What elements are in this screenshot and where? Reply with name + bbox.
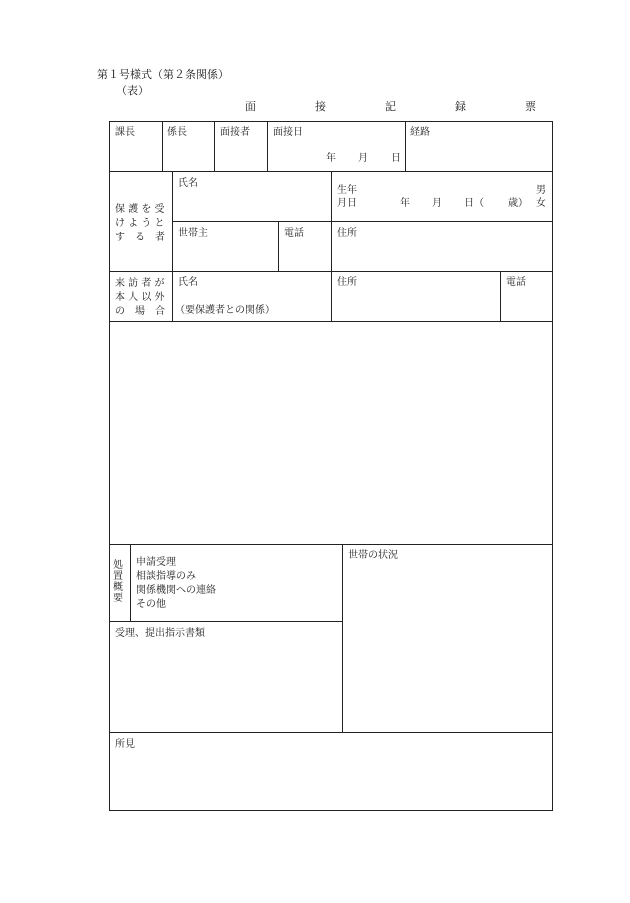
option-consultation-only: 相談指導のみ xyxy=(136,571,196,582)
divider xyxy=(172,221,553,222)
year-label: 年 xyxy=(326,153,336,164)
applicant-address-label: 住所 xyxy=(337,228,357,239)
option-agency-contact: 関係機関への連絡 xyxy=(136,585,216,596)
divider xyxy=(405,121,406,171)
visitor-name-label: 氏名 xyxy=(178,277,198,288)
option-application-accepted: 申請受理 xyxy=(136,557,176,568)
option-other: その他 xyxy=(136,599,166,610)
section-chief-label: 課長 xyxy=(115,127,135,138)
visitor-label-line: 本 人 以 外 xyxy=(115,292,165,303)
divider xyxy=(342,544,343,732)
divider xyxy=(109,544,553,545)
birthdate-label-line2: 月日 xyxy=(337,198,357,209)
applicant-phone-label: 電話 xyxy=(284,228,304,239)
applicant-section-label xyxy=(115,203,165,245)
form-number: 第１号様式（第２条関係） xyxy=(97,68,229,81)
applicant-label-line: 保 護 を 受 xyxy=(115,204,165,215)
divider xyxy=(162,121,163,171)
household-status-label: 世帯の状況 xyxy=(348,550,398,561)
form-side: （表） xyxy=(116,84,149,97)
interview-date-label: 面接日 xyxy=(273,127,303,138)
birth-year-label: 年 xyxy=(400,198,410,209)
divider xyxy=(214,121,215,171)
day-label: 日 xyxy=(391,153,401,164)
visitor-relation-label: （要保護者との関係） xyxy=(175,305,275,316)
route-label: 経路 xyxy=(410,127,430,138)
interviewer-label: 面接者 xyxy=(220,127,250,138)
month-label: 月 xyxy=(358,153,368,164)
female-label: 女 xyxy=(536,198,546,209)
page-title: 面 接 記 録 票 xyxy=(245,100,560,113)
birth-month-label: 月 xyxy=(432,198,442,209)
divider xyxy=(109,321,553,322)
divider xyxy=(172,171,173,321)
birth-day-label: 日（ xyxy=(464,198,484,209)
divider xyxy=(109,732,553,733)
documents-label: 受理、提出指示書類 xyxy=(115,628,205,639)
visitor-phone-label: 電話 xyxy=(506,277,526,288)
remarks-label: 所見 xyxy=(115,739,135,750)
visitor-label-line: 来 訪 者 が xyxy=(115,278,165,289)
divider xyxy=(130,544,131,621)
divider xyxy=(267,121,268,171)
household-head-label: 世帯主 xyxy=(178,228,208,239)
divider xyxy=(109,621,342,622)
birthdate-label-line1: 生年 xyxy=(337,185,357,196)
disposition-summary-label: 処置概要 xyxy=(113,560,123,604)
visitor-section-label xyxy=(115,277,165,319)
divider xyxy=(500,271,501,321)
applicant-name-label: 氏名 xyxy=(178,178,198,189)
divider xyxy=(278,221,279,271)
applicant-label-line: け よ う と xyxy=(115,218,165,229)
visitor-address-label: 住所 xyxy=(337,277,357,288)
applicant-label-line: す る 者 xyxy=(115,232,165,243)
subsection-chief-label: 係長 xyxy=(167,127,187,138)
divider xyxy=(331,171,332,321)
male-label: 男 xyxy=(536,185,546,196)
age-label: 歳） xyxy=(508,198,528,209)
visitor-label-line: の 場 合 xyxy=(115,306,165,317)
